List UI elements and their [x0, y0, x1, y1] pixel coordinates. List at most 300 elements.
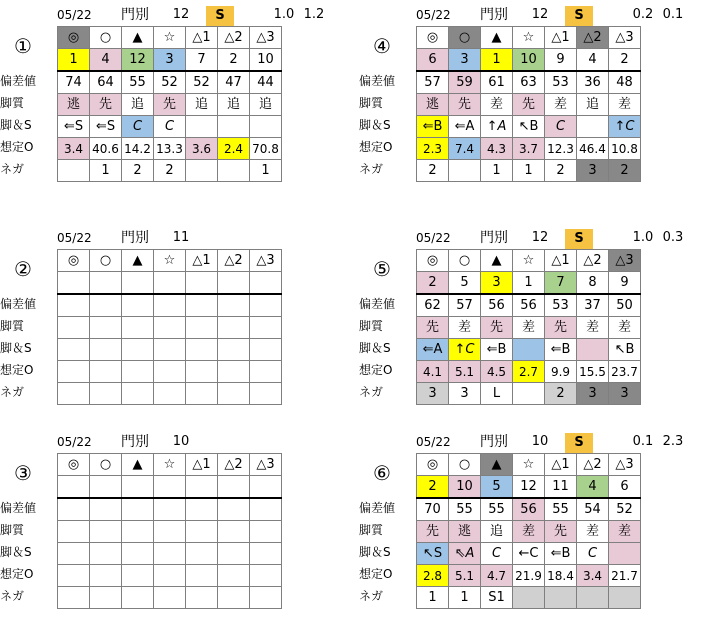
- row-label: ネガ: [359, 162, 384, 176]
- grid-cell: [186, 361, 218, 383]
- grid-cell: 12: [513, 476, 545, 499]
- grid-cell: [154, 498, 186, 521]
- grid-cell: ◎: [417, 27, 449, 49]
- race-header: [57, 4, 357, 26]
- grid-cell: 2: [609, 49, 641, 72]
- grid-cell: ☆: [513, 27, 545, 49]
- grid-cell: 7: [186, 49, 218, 72]
- grid-cell: 2.4: [218, 138, 250, 160]
- grid-cell: [218, 272, 250, 295]
- grid-cell: C: [577, 543, 609, 565]
- field-size: 12: [172, 7, 190, 22]
- grid-cell: [218, 498, 250, 521]
- grade-badge: [206, 433, 234, 453]
- grid-cell: ◎: [58, 454, 90, 476]
- grid-cell: [577, 339, 609, 361]
- grid-cell: 50: [609, 294, 641, 317]
- row-label: 脚＆S: [0, 341, 32, 355]
- track-name: 門別: [121, 434, 149, 450]
- grid-cell: 53: [545, 294, 577, 317]
- grid-cell: [250, 476, 282, 499]
- prediction-grid: [416, 26, 641, 182]
- grid-cell: [154, 339, 186, 361]
- grid-cell: 1: [481, 160, 513, 182]
- row-label: 想定O: [0, 567, 34, 581]
- grid-cell: 差: [609, 317, 641, 339]
- header-value-2: 0.3: [662, 230, 684, 245]
- grid-cell: [250, 116, 282, 138]
- grid-cell: 70.8: [250, 138, 282, 160]
- grid-cell: [186, 339, 218, 361]
- grid-cell: 追: [577, 94, 609, 116]
- grid-cell: [122, 565, 154, 587]
- row-label: 想定O: [0, 140, 34, 154]
- grid-cell: [122, 498, 154, 521]
- row-label: ネガ: [0, 385, 25, 399]
- grid-row: [417, 317, 641, 339]
- prediction-grid: [57, 453, 282, 609]
- race-panel-1: [0, 4, 357, 204]
- race-header: [57, 431, 357, 453]
- grid-cell: ⇐S: [58, 116, 90, 138]
- grid-cell: 54: [577, 498, 609, 521]
- grid-row: [58, 498, 282, 521]
- grid-cell: [218, 543, 250, 565]
- grid-cell: [122, 476, 154, 499]
- grid-cell: [122, 383, 154, 405]
- grid-cell: [90, 361, 122, 383]
- grid-cell: 4: [577, 49, 609, 72]
- grid-cell: ◎: [417, 454, 449, 476]
- grid-cell: L: [481, 383, 513, 405]
- grid-cell: 3: [481, 272, 513, 295]
- field-size: 12: [531, 7, 549, 22]
- grid-cell: [58, 476, 90, 499]
- grid-cell: △3: [250, 250, 282, 272]
- grid-row: [58, 138, 282, 160]
- row-label: 偏差値: [0, 297, 37, 311]
- grid-cell: [609, 543, 641, 565]
- grid-cell: ☆: [154, 454, 186, 476]
- row-label: 脚質: [359, 96, 384, 110]
- grade-badge: [206, 229, 234, 249]
- grid-cell: [58, 383, 90, 405]
- grid-cell: 52: [609, 498, 641, 521]
- grid-cell: ○: [449, 250, 481, 272]
- grid-cell: 4.1: [417, 361, 449, 383]
- grid-cell: ⇐B: [417, 116, 449, 138]
- grid-row: [58, 27, 282, 49]
- prediction-grid: [416, 453, 641, 609]
- grid-cell: 3.4: [58, 138, 90, 160]
- grid-cell: C: [545, 116, 577, 138]
- grid-cell: 2: [545, 383, 577, 405]
- grid-row: [58, 272, 282, 295]
- row-label: 想定O: [359, 363, 393, 377]
- grid-row: [417, 565, 641, 587]
- row-label: 脚質: [359, 523, 384, 537]
- race-header: [416, 227, 716, 249]
- grid-cell: 差: [545, 94, 577, 116]
- grid-cell: ▲: [481, 454, 513, 476]
- grid-cell: [218, 383, 250, 405]
- grid-row: [417, 361, 641, 383]
- grid-cell: [154, 383, 186, 405]
- grid-row: [417, 250, 641, 272]
- grid-cell: [122, 339, 154, 361]
- grid-cell: 1: [58, 49, 90, 72]
- grid-row: [58, 294, 282, 317]
- grid-cell: 10: [449, 476, 481, 499]
- row-label: 脚＆S: [359, 545, 391, 559]
- grid-cell: [186, 116, 218, 138]
- header-value-2: 1.2: [303, 7, 325, 22]
- grid-cell: ◎: [417, 250, 449, 272]
- track-name: 門別: [121, 7, 149, 23]
- grid-cell: △3: [250, 27, 282, 49]
- grid-cell: [122, 543, 154, 565]
- grid-cell: [90, 383, 122, 405]
- grid-cell: ○: [449, 454, 481, 476]
- header-value-2: 2.3: [662, 434, 684, 449]
- row-label: ネガ: [359, 385, 384, 399]
- grid-cell: 2: [122, 160, 154, 182]
- track-name: 門別: [480, 7, 508, 23]
- grid-cell: △2: [218, 27, 250, 49]
- grid-row: [58, 250, 282, 272]
- grid-cell: [58, 565, 90, 587]
- race-header: [416, 4, 716, 26]
- grid-cell: 12.3: [545, 138, 577, 160]
- grid-cell: 2: [417, 160, 449, 182]
- grid-cell: [218, 361, 250, 383]
- grid-cell: [154, 317, 186, 339]
- grid-cell: 逃: [417, 94, 449, 116]
- grid-cell: [250, 383, 282, 405]
- track-name: 門別: [121, 230, 149, 246]
- grid-cell: [250, 317, 282, 339]
- header-value-2: 0.1: [662, 7, 684, 22]
- grid-cell: [545, 587, 577, 609]
- grid-cell: 4.7: [481, 565, 513, 587]
- grid-cell: 36: [577, 71, 609, 94]
- grid-cell: 先: [154, 94, 186, 116]
- grid-cell: ←C: [513, 543, 545, 565]
- grid-cell: 4: [577, 476, 609, 499]
- grid-cell: 15.5: [577, 361, 609, 383]
- row-label: 想定O: [0, 363, 34, 377]
- grid-cell: 70: [417, 498, 449, 521]
- grid-cell: [250, 565, 282, 587]
- grid-cell: 6: [609, 476, 641, 499]
- grid-cell: [186, 476, 218, 499]
- row-label: 想定O: [359, 140, 393, 154]
- grid-cell: 先: [545, 521, 577, 543]
- grid-cell: ↖B: [513, 116, 545, 138]
- grid-cell: 先: [449, 94, 481, 116]
- grid-cell: 先: [481, 317, 513, 339]
- field-size: 11: [172, 230, 190, 245]
- grid-cell: 2.3: [417, 138, 449, 160]
- grid-cell: 21.9: [513, 565, 545, 587]
- grid-cell: △3: [609, 27, 641, 49]
- grid-cell: ▲: [481, 250, 513, 272]
- race-date: 05/22: [416, 8, 451, 22]
- grid-row: [58, 521, 282, 543]
- grid-cell: 37: [577, 294, 609, 317]
- grid-cell: △1: [186, 454, 218, 476]
- grid-cell: 62: [417, 294, 449, 317]
- grid-row: [417, 543, 641, 565]
- grid-cell: [186, 587, 218, 609]
- grid-cell: [58, 543, 90, 565]
- grid-cell: [90, 565, 122, 587]
- grid-cell: [186, 272, 218, 295]
- grid-cell: ☆: [154, 27, 186, 49]
- grid-cell: [186, 498, 218, 521]
- grid-cell: ⇐B: [481, 339, 513, 361]
- grid-row: [417, 587, 641, 609]
- grid-cell: [218, 521, 250, 543]
- prediction-grid: [416, 249, 641, 405]
- grid-cell: [250, 587, 282, 609]
- grid-cell: △2: [577, 27, 609, 49]
- grid-cell: 55: [545, 498, 577, 521]
- grid-cell: 5: [481, 476, 513, 499]
- grid-cell: △2: [577, 454, 609, 476]
- grid-cell: [154, 476, 186, 499]
- grid-row: [417, 476, 641, 499]
- grid-cell: [58, 160, 90, 182]
- grid-cell: 8: [577, 272, 609, 295]
- grid-cell: [154, 587, 186, 609]
- grid-cell: △1: [545, 27, 577, 49]
- race-panel-4: [359, 227, 716, 427]
- grid-cell: 2: [417, 272, 449, 295]
- grid-cell: 追: [218, 94, 250, 116]
- grid-cell: 3: [449, 383, 481, 405]
- row-label: 偏差値: [0, 501, 37, 515]
- grid-cell: [58, 339, 90, 361]
- grid-cell: [218, 339, 250, 361]
- grid-cell: ◎: [58, 27, 90, 49]
- grid-cell: 3.7: [513, 138, 545, 160]
- grid-cell: [90, 498, 122, 521]
- grid-cell: 先: [417, 521, 449, 543]
- grid-cell: 1: [90, 160, 122, 182]
- row-label: ネガ: [359, 589, 384, 603]
- grade-badge: S: [565, 433, 593, 453]
- grid-cell: 18.4: [545, 565, 577, 587]
- grid-row: [58, 339, 282, 361]
- grid-cell: ▲: [481, 27, 513, 49]
- grade-badge: S: [206, 6, 234, 26]
- grid-cell: 47: [218, 71, 250, 94]
- grid-cell: 55: [481, 498, 513, 521]
- grid-cell: 40.6: [90, 138, 122, 160]
- grid-cell: 3.4: [577, 565, 609, 587]
- grid-cell: [218, 116, 250, 138]
- grid-row: [58, 361, 282, 383]
- race-panel-6: [359, 431, 716, 631]
- row-label: 想定O: [359, 567, 393, 581]
- grid-cell: ↖B: [609, 339, 641, 361]
- grid-row: [417, 71, 641, 94]
- grid-cell: [90, 317, 122, 339]
- header-value-1: 0.1: [632, 434, 654, 449]
- grid-cell: ○: [90, 250, 122, 272]
- grid-cell: ⇐S: [90, 116, 122, 138]
- grid-cell: 63: [513, 71, 545, 94]
- grid-cell: 55: [449, 498, 481, 521]
- race-number: ⑥: [373, 461, 391, 485]
- grid-cell: 59: [449, 71, 481, 94]
- grid-cell: C: [481, 543, 513, 565]
- grid-cell: 14.2: [122, 138, 154, 160]
- field-size: 10: [531, 434, 549, 449]
- header-value-1: 0.2: [632, 7, 654, 22]
- grid-cell: [58, 587, 90, 609]
- grid-cell: [154, 521, 186, 543]
- race-panel-5: [0, 431, 357, 631]
- grid-cell: ⇐B: [545, 543, 577, 565]
- grid-cell: 1: [513, 160, 545, 182]
- grid-cell: [90, 339, 122, 361]
- grid-cell: 差: [577, 521, 609, 543]
- grid-cell: 2.8: [417, 565, 449, 587]
- grid-cell: 1: [417, 587, 449, 609]
- grid-cell: [250, 498, 282, 521]
- grid-cell: △3: [609, 454, 641, 476]
- grid-cell: [250, 521, 282, 543]
- race-number: ⑤: [373, 257, 391, 281]
- grid-cell: 1: [481, 49, 513, 72]
- race-panel-2: [359, 4, 716, 204]
- grid-cell: ○: [90, 27, 122, 49]
- grid-cell: [250, 543, 282, 565]
- grade-badge: S: [565, 229, 593, 249]
- grid-cell: [154, 272, 186, 295]
- grade-badge: S: [565, 6, 593, 26]
- race-header: [57, 227, 357, 249]
- grid-row: [58, 476, 282, 499]
- grid-cell: [577, 116, 609, 138]
- grid-cell: [90, 587, 122, 609]
- grid-cell: 56: [513, 498, 545, 521]
- grid-cell: 12: [122, 49, 154, 72]
- grid-cell: 3: [154, 49, 186, 72]
- grid-cell: 3: [449, 49, 481, 72]
- grid-cell: 61: [481, 71, 513, 94]
- grid-cell: 52: [154, 71, 186, 94]
- grid-row: [58, 71, 282, 94]
- grid-cell: S1: [481, 587, 513, 609]
- grid-cell: 53: [545, 71, 577, 94]
- grid-cell: [122, 294, 154, 317]
- grid-cell: [577, 587, 609, 609]
- grid-cell: ☆: [513, 250, 545, 272]
- row-label: 脚質: [0, 523, 25, 537]
- race-date: 05/22: [416, 231, 451, 245]
- grid-cell: 1: [250, 160, 282, 182]
- grid-cell: 48: [609, 71, 641, 94]
- grid-cell: [250, 272, 282, 295]
- grid-cell: [90, 272, 122, 295]
- grid-row: [58, 543, 282, 565]
- grid-cell: 3: [577, 160, 609, 182]
- grid-row: [417, 454, 641, 476]
- grid-cell: 7: [545, 272, 577, 295]
- grid-cell: [250, 361, 282, 383]
- grid-cell: △1: [545, 454, 577, 476]
- grid-cell: [218, 317, 250, 339]
- grid-cell: ☆: [513, 454, 545, 476]
- grid-cell: 差: [577, 317, 609, 339]
- grid-cell: [90, 294, 122, 317]
- grid-cell: [218, 476, 250, 499]
- field-size: 12: [531, 230, 549, 245]
- grid-cell: 64: [90, 71, 122, 94]
- grid-cell: [58, 361, 90, 383]
- grid-cell: 2: [545, 160, 577, 182]
- grid-cell: [609, 587, 641, 609]
- race-date: 05/22: [57, 8, 92, 22]
- grid-cell: [186, 543, 218, 565]
- grid-cell: 57: [449, 294, 481, 317]
- grid-cell: 46.4: [577, 138, 609, 160]
- grid-row: [417, 138, 641, 160]
- row-label: 偏差値: [359, 501, 396, 515]
- grid-cell: 57: [417, 71, 449, 94]
- grid-cell: 2: [417, 476, 449, 499]
- grid-cell: △1: [186, 250, 218, 272]
- grid-cell: ⇐A: [449, 116, 481, 138]
- grid-cell: ↖S: [417, 543, 449, 565]
- grid-cell: 13.3: [154, 138, 186, 160]
- grid-row: [58, 49, 282, 72]
- grid-cell: [250, 339, 282, 361]
- grid-cell: 差: [449, 317, 481, 339]
- grid-cell: [218, 160, 250, 182]
- grid-cell: ▲: [122, 27, 154, 49]
- grid-cell: △2: [577, 250, 609, 272]
- grid-row: [417, 498, 641, 521]
- grid-cell: [186, 383, 218, 405]
- grid-cell: 先: [545, 317, 577, 339]
- grid-cell: 11: [545, 476, 577, 499]
- grid-cell: 10: [250, 49, 282, 72]
- grid-cell: [186, 317, 218, 339]
- grid-cell: 追: [481, 521, 513, 543]
- grid-cell: [58, 317, 90, 339]
- grid-cell: ↑C: [609, 116, 641, 138]
- grid-cell: [513, 383, 545, 405]
- grid-cell: [186, 160, 218, 182]
- grid-row: [417, 27, 641, 49]
- grid-cell: ○: [449, 27, 481, 49]
- grid-cell: 3: [577, 383, 609, 405]
- race-number: ①: [14, 34, 32, 58]
- grid-cell: 52: [186, 71, 218, 94]
- grid-row: [58, 94, 282, 116]
- race-date: 05/22: [57, 231, 92, 245]
- grid-row: [417, 294, 641, 317]
- grid-cell: [122, 521, 154, 543]
- grid-cell: 5: [449, 272, 481, 295]
- race-date: 05/22: [57, 435, 92, 449]
- grid-cell: ⇐B: [545, 339, 577, 361]
- row-label: 偏差値: [359, 74, 396, 88]
